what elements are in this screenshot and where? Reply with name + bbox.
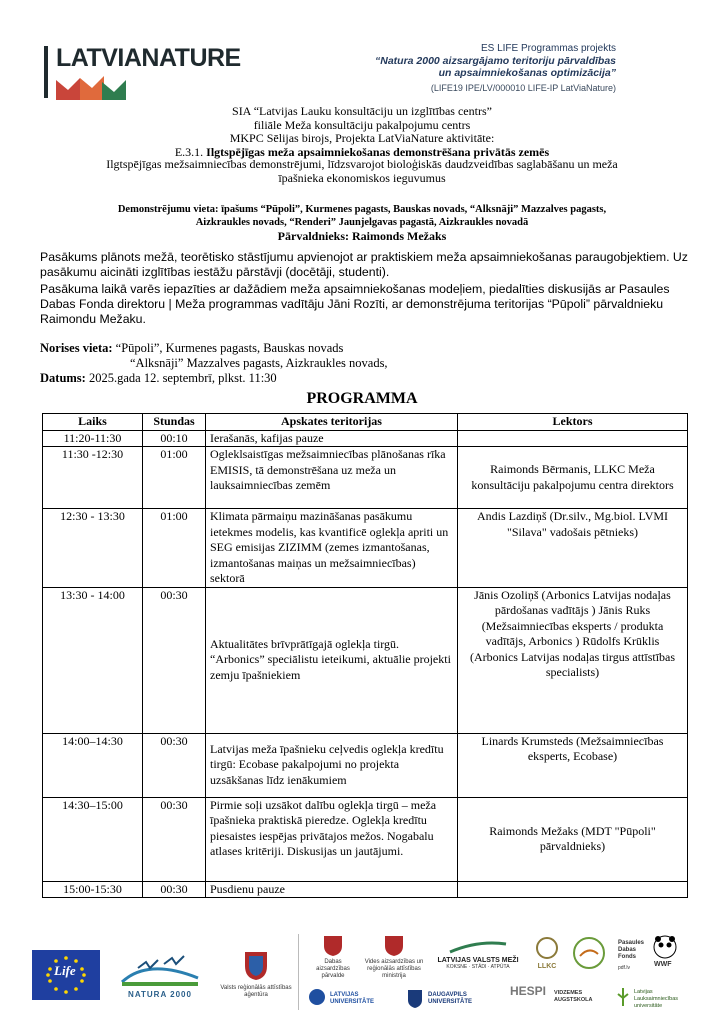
row-lecturer: Andis Lazdiņš (Dr.silv., Mg.biol. LVMI "Silava" vadošais pētnieks) [458,509,688,588]
dap-arms-icon [321,934,345,956]
location-line-2: Aizkraukles novads, “Renderi” Jaunjelgavas pagastā, Aizkraukles novadā [195,217,529,228]
du-logo [406,988,496,1010]
venue-block [40,341,690,386]
row-hours: 00:30 [143,881,206,898]
row-hours: 00:10 [143,430,206,447]
table-row [43,447,688,509]
paragraph-2: Pasākuma laikā varēs iepazīties ar dažādiem meža apsaimniekošanas modeļiem, piedalīties diskusijās ar Pasaules Dabas Fonda direktoru | Meža programmas vadītāju Jāni Rozīti, ar demonstrējuma teritorijas “Pūpoli” pārvaldnieku Raimondu Mežaku. [40,282,670,326]
program-table [42,413,688,898]
table-header-row [43,414,688,431]
lu-logo [308,988,390,1010]
header-time: Laiks [43,414,143,431]
row-topic: Ogleklsaistīgas mežsaimniecības plānošanas rīka EMISIS, tā demonstrēšana uz meža un lauksaimniecības zemēm [206,447,458,509]
table-row [43,797,688,881]
description-line-1: Ilgtspējīgas mežsaimniecības demonstrējumi, līdzsvarojot bioloģiskās daudzveidības saglabāšanu un meža [106,157,618,171]
table-row [43,587,688,733]
org-line-1: SIA “Latvijas Lauku konsultāciju un izglītības centrs” [232,104,492,118]
org-line-2: filiāle Meža konsultāciju pakalpojumu centrs [253,117,471,132]
row-time: 13:30 - 14:00 [43,587,143,733]
org-line-3: MKPC Sēlijas birojs, Projekta LatViaNature aktivitāte: [229,131,495,145]
partner-logos [32,934,692,1010]
logo-bar [44,46,48,98]
llkc-logo [532,936,562,972]
project-info [316,43,616,94]
dap-text: Dabas aizsardzības pārvalde [316,959,350,979]
pdf-url: pdf.lv [618,965,630,971]
project-line-1: ES LIFE Programmas projekts [480,43,616,54]
activity-title: Ilgtspējīgas meža apsaimniekošanas demonstrēšana privātās zemēs [206,144,550,159]
row-time: 12:30 - 13:30 [43,509,143,588]
paragraph-1: Pasākums plānots mežā, teorētisko stāstījumu apvienojot ar praktiskiem meža apsaimniekošanas paraugobjektiem. Uz pasākumu aicināti izglītības iestāžu pārstāvji (docētāji, studenti). [40,250,688,279]
lvm-logo [428,940,528,970]
llu-wheat-icon [614,986,632,1008]
header-lecturer: Lektors [458,414,688,431]
row-topic: Aktualitātes brīvprātīgajā oglekļa tirgū. “Arbonics” speciālistu ieteikumi, aktuālie projekti zemju īpašniekiem [206,587,458,733]
row-lecturer: Raimonds Bērmanis, LLKC Meža konsultāciju pakalpojumu centra direktors [458,447,688,509]
logo-text: LATVIANATURE [56,44,241,72]
row-time: 14:30–15:00 [43,797,143,881]
description-line-2: īpašnieka ekonomiskos ieguvumus [278,170,446,185]
row-topic: Ierašanās, kafijas pauze [206,430,458,447]
row-topic: Pirmie soļi uzsākot dalību oglekļa tirgū – meža īpašnieka praktiskā pieredze. Oglekļa kredītu piesaistes iespējas privātajos mežos. Nogabalu atlases kritēriji. Diskusijas un jautājumi. [206,797,458,881]
natura-text: NATURA 2000 [128,990,192,999]
header-topic: Apskates teritorijas [206,414,458,431]
description [40,158,684,185]
row-lecturer: Linards Krumsteds (Mežsaimniecības eksperts, Ecobase) [458,733,688,797]
row-topic: Latvijas meža īpašnieku ceļvedis oglekļa kredītu tirgū: Ecobase pakalpojumi no projekta uzsākšanas līdz ienākumiem [206,733,458,797]
coat-of-arms-icon [241,948,271,982]
row-hours: 00:30 [143,733,206,797]
lvm-text: LATVIJAS VALSTS MEŽI [437,957,519,964]
venue-line-2: “Alksnāji” Mazzalves pagasts, Aizkraukles novads, [130,356,388,370]
row-hours: 01:00 [143,509,206,588]
venue-line-1 [40,341,690,356]
row-time: 15:00-15:30 [43,881,143,898]
hespi-text: HESPI [510,984,547,998]
row-topic: Pusdienu pauze [206,881,458,898]
du-text: DAUGAVPILS UNIVERSITĀTE [428,992,473,1005]
dap-logo [308,934,358,979]
project-line-2: “Natura 2000 aizsargājamo teritoriju pārvaldības [374,55,616,67]
varam-logo [364,934,424,979]
table-row [43,509,688,588]
row-lecturer: Raimonds Mežaks (MDT "Pūpoli" pārvaldnieks) [458,797,688,881]
wwf-text: WWF [654,961,672,968]
lu-text: LATVIJAS UNIVERSITĀTE [330,992,375,1005]
llkc-leaf-icon [534,936,560,960]
project-line-4: (LIFE19 IPE/LV/000010 LIFE-IP LatViaNature) [430,83,616,93]
program-title: PROGRAMMA [306,390,418,407]
natura2000-logo [118,948,202,1004]
table-row [43,733,688,797]
row-time: 11:30 -12:30 [43,447,143,509]
demo-location [40,203,684,229]
lvm-sub-text: KOKSNE · STĀDI · ATPŪTA [446,964,510,970]
logo-mark-icon [56,74,126,100]
row-hours: 00:30 [143,797,206,881]
du-shield-icon [406,988,424,1008]
va-logo [510,986,602,1010]
row-lecturer: Jānis Ozoliņš (Arbonics Latvijas nodaļas pārdošanas vadītājs ) Jānis Ruks (Mežsaimniecības eksperts / produkta vadītājs, Arbonics ) Rūdolfs Krūklis (Arbonics Latvijas nodaļas tirgus attīstības specialists) [458,587,688,733]
pdf-wwf-logo [618,934,690,974]
va-text: VIDZEMES AUGSTSKOLA [554,990,593,1003]
table-row [43,430,688,447]
pdf-text: Pasaules Dabas Fonds [618,940,645,960]
lu-seal-icon [308,988,326,1006]
date-value: 2025.gada 12. septembrī, plkst. 11:30 [85,371,277,385]
venue-value-1: “Pūpoli”, Kurmenes pagasts, Bauskas novads [112,341,344,355]
manager: Pārvaldnieks: Raimonds Mežaks [277,229,447,243]
table-row [43,881,688,898]
project-line-3: un apsaimniekošanas optimizācija” [438,67,616,79]
varam-arms-icon [382,934,406,956]
panda-icon [652,934,678,960]
activity-code: E.3.1. [174,144,207,159]
natura-birds-icon [118,948,202,988]
organizer-block [40,105,684,159]
eu-life-logo [32,950,100,1000]
row-time: 14:00–14:30 [43,733,143,797]
row-time: 11:20-11:30 [43,430,143,447]
llu-text: Latvijas Lauksaimniecības universitāte [634,989,679,1009]
latvianature-logo [44,44,241,100]
row-hours: 01:00 [143,447,206,509]
row-lecturer [458,881,688,898]
life-text: Life [54,963,76,978]
date-label: Datums: [40,371,86,385]
llu-logo [614,986,692,1010]
footer-divider [298,934,299,1010]
varam-text: Vides aizsardzības un reģionālās attīstības ministrija [364,959,424,979]
header-hours: Stundas [143,414,206,431]
lvm-tree-icon [448,940,508,954]
location-line-1: Demonstrējumu vieta: īpašums “Pūpoli”, Kurmenes pagasts, Bauskas novads, “Alksnāji” Mazzalves pagasts, [117,204,607,215]
row-lecturer [458,430,688,447]
row-topic: Klimata pārmaiņu mazināšanas pasākumu ietekmes modelis, kas kvantificē oglekļa apriti un SEG emisijas ZIZIMM (zemes izmantošanas, izmantošanas maiņas un mežsaimniecības) sektorā [206,509,458,588]
venue-label: Norises vieta: [40,341,113,355]
vraa-logo [216,948,296,1008]
llkc-text: LLKC [537,963,557,970]
vraa-text: Valsts reģionālās attīstības aģentūra [220,985,292,998]
date-line [40,371,690,386]
row-hours: 00:30 [143,587,206,733]
bird-icon [572,936,606,970]
bird-logo [572,936,606,970]
